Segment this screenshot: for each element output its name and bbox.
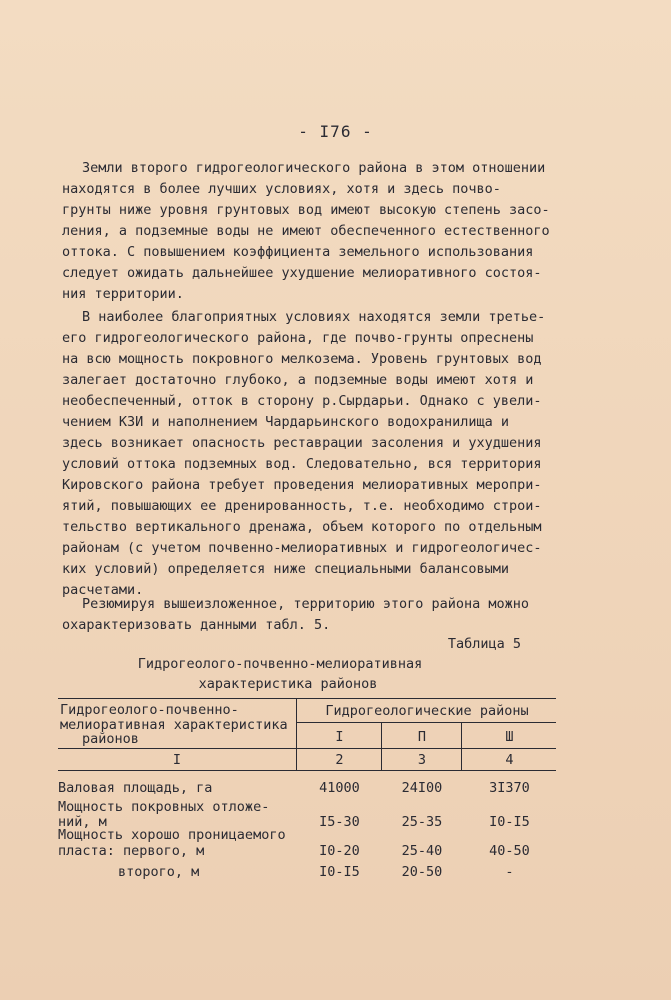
table-col-divider bbox=[381, 722, 382, 770]
row-label-continued: пласта: первого, м bbox=[58, 843, 205, 859]
text-line: Резюмируя вышеизложенное, территорию этого района можно bbox=[82, 596, 530, 612]
row-value: I0-20 bbox=[319, 843, 360, 859]
text-line: необеспеченный, отток в сторону р.Сырдарьи. Однако с увели- bbox=[62, 393, 542, 409]
row-value: 41000 bbox=[319, 780, 360, 796]
text-line: здесь возникает опасность реставрации засоления и ухудшения bbox=[62, 435, 542, 451]
text-line: расчетами. bbox=[62, 582, 144, 598]
table-header-rule bbox=[58, 748, 556, 749]
text-line: следует ожидать дальнейшее ухудшение мелиоративного состоя- bbox=[62, 265, 542, 281]
table-col-divider bbox=[461, 722, 462, 770]
row-label: Валовая площадь, га bbox=[58, 780, 213, 796]
header-left-line1: Гидрогеолого-почвенно- bbox=[60, 702, 239, 718]
text-line: находятся в более лучших условиях, хотя и здесь почво- bbox=[62, 181, 501, 197]
index-cell: 4 bbox=[505, 752, 514, 768]
row-value: 3I370 bbox=[489, 780, 530, 796]
table-col-divider bbox=[296, 698, 297, 770]
column-header-district-2: П bbox=[417, 729, 427, 745]
row-value: 40-50 bbox=[489, 843, 530, 859]
row-value: 25-40 bbox=[401, 843, 443, 859]
column-header-district-3: Ш bbox=[505, 729, 514, 745]
text-line: В наиболее благоприятных условиях находятся земли третье- bbox=[82, 309, 546, 325]
text-line: условий оттока подземных вод. Следовательно, вся территория bbox=[62, 456, 542, 472]
text-line: Кировского района требует проведения мелиоративных меропри- bbox=[62, 477, 542, 493]
header-group: Гидрогеологические районы bbox=[325, 703, 529, 719]
index-cell: 3 bbox=[417, 752, 427, 768]
column-header-district-1: I bbox=[335, 729, 344, 745]
header-left-line2: мелиоративная характеристика bbox=[60, 717, 288, 733]
row-label: Мощность хорошо проницаемого bbox=[58, 827, 286, 843]
text-line: его гидрогеологического района, где почво-грунты опреснены bbox=[62, 330, 534, 346]
table-top-rule bbox=[58, 698, 556, 699]
text-line: Земли второго гидрогеологического района в этом отношении bbox=[82, 160, 546, 176]
text-line: залегает достаточно глубоко, а подземные воды имеют хотя и bbox=[62, 372, 534, 388]
row-value: 20-50 bbox=[401, 864, 443, 880]
table-label: Таблица 5 bbox=[447, 636, 521, 652]
row-label-continued: ний, м bbox=[58, 814, 107, 830]
table-caption-line2: характеристика районов bbox=[198, 676, 378, 692]
row-value: 24I00 bbox=[401, 780, 443, 796]
row-value: 25-35 bbox=[401, 814, 443, 830]
text-line: ятий, повышающих ее дренированность, т.е. необходимо строи- bbox=[62, 498, 542, 514]
text-line: ния территории. bbox=[62, 286, 184, 302]
index-cell: 2 bbox=[335, 752, 344, 768]
row-value: I0-I5 bbox=[319, 864, 360, 880]
table-index-rule bbox=[58, 770, 556, 771]
row-value: - bbox=[505, 864, 514, 880]
text-line: ления, а подземные воды не имеют обеспеченного естественного bbox=[62, 223, 550, 239]
text-line: оттока. С повышением коэффициента земельного использования bbox=[62, 244, 534, 260]
text-line: грунты ниже уровня грунтовых вод имеют высокую степень засо- bbox=[62, 202, 550, 218]
text-line: тельство вертикального дренажа, объем которого по отдельным bbox=[62, 519, 542, 535]
text-line: на всю мощность покровного мелкозема. Уровень грунтовых вод bbox=[62, 351, 542, 367]
row-label: второго, м bbox=[118, 864, 200, 880]
text-line: охарактеризовать данными табл. 5. bbox=[62, 617, 331, 633]
header-left-line3: районов bbox=[82, 731, 139, 747]
text-line: ких условий) определяется ниже специальными балансовыми bbox=[62, 561, 510, 577]
row-label: Мощность покровных отложе- bbox=[58, 799, 270, 815]
text-line: районам (с учетом почвенно-мелиоративных и гидрогеологичес- bbox=[62, 540, 542, 556]
text-line: чением КЗИ и наполнением Чардарьинского водохранилища и bbox=[62, 414, 510, 430]
row-value: I5-30 bbox=[319, 814, 360, 830]
row-value: I0-I5 bbox=[489, 814, 530, 830]
page-number: - I76 - bbox=[298, 122, 373, 141]
index-cell: I bbox=[172, 752, 182, 768]
table-header-subrule bbox=[296, 722, 556, 723]
table-caption-line1: Гидрогеолого-почвенно-мелиоративная bbox=[137, 656, 423, 672]
